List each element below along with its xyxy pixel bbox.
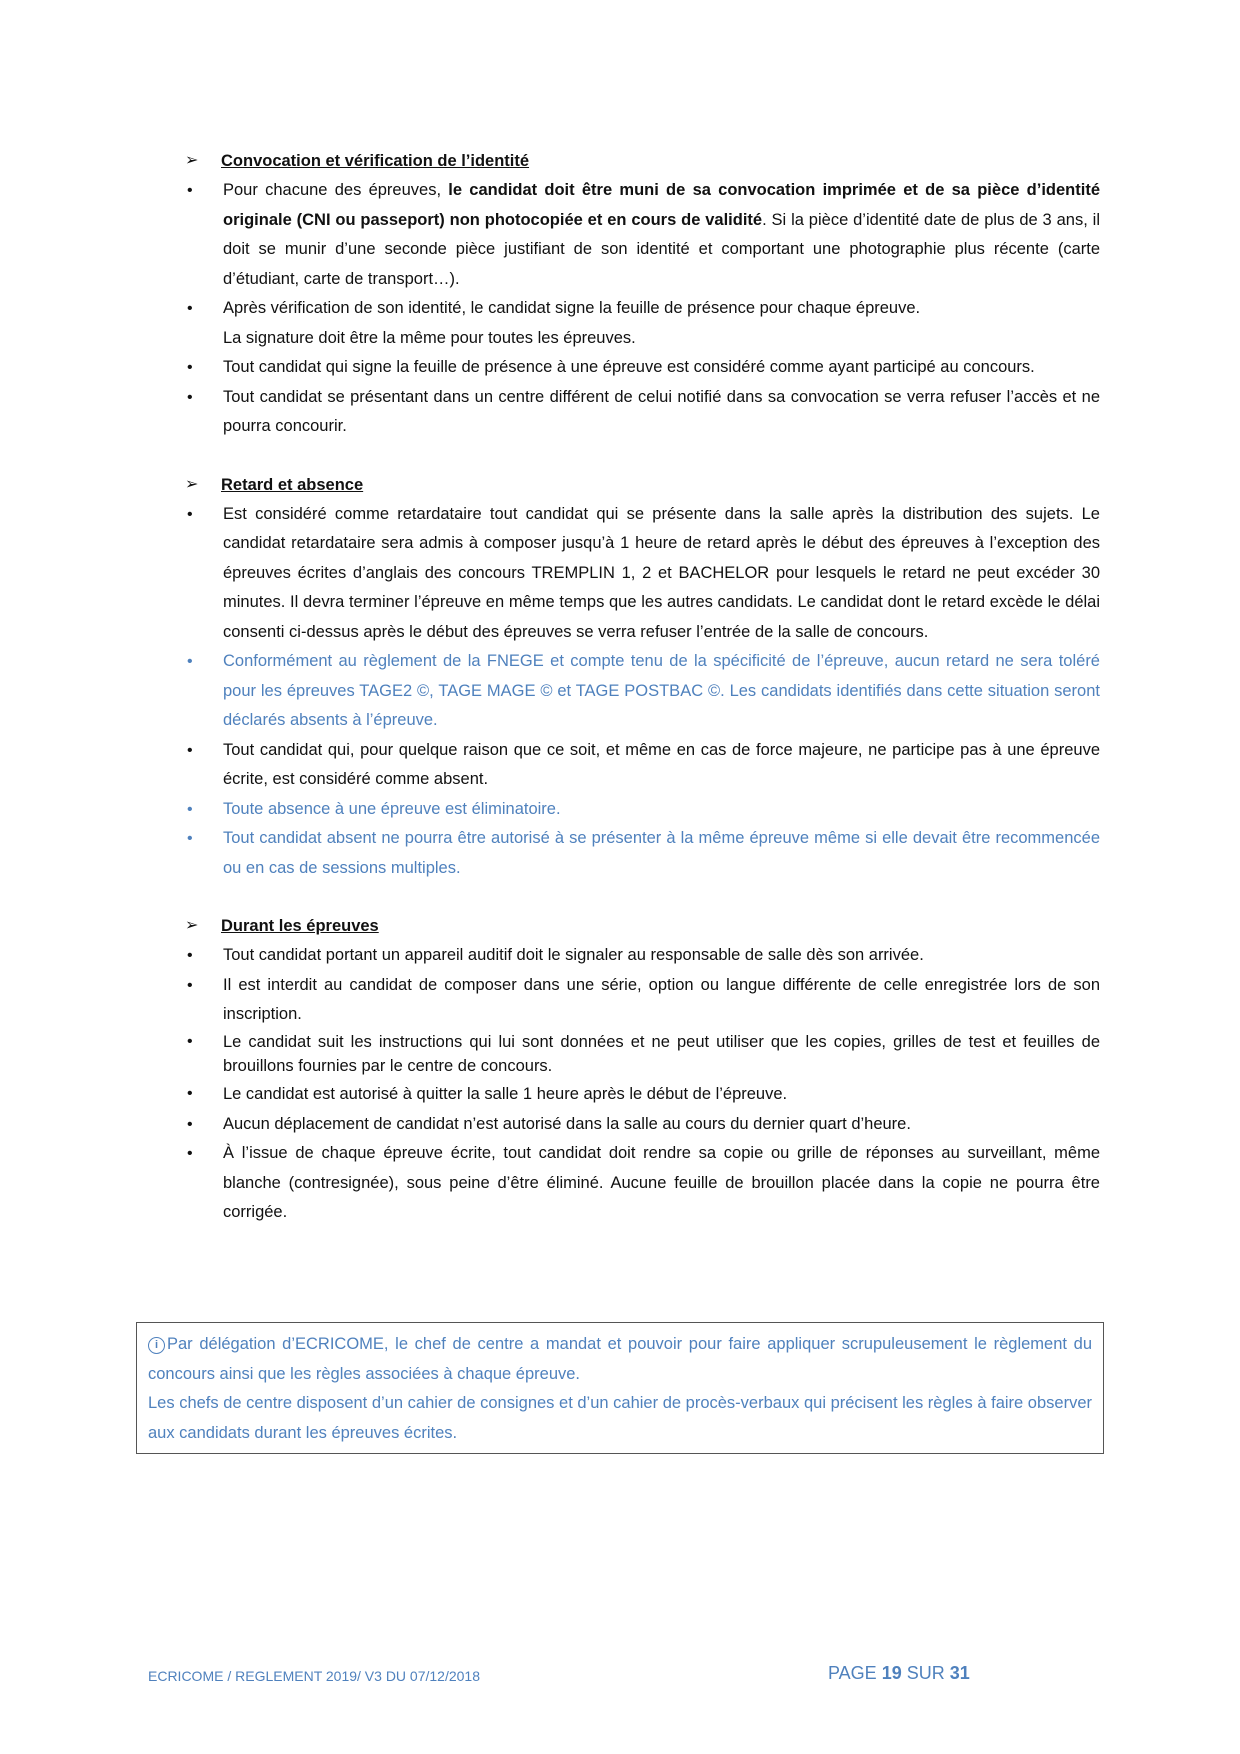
item-text: Le candidat est autorisé à quitter la salle 1 heure après le début de l’épreuve. [223,1084,788,1103]
item-text: Le candidat suit les instructions qui lui sont données et ne peut utiliser que les copies, grilles de test et feuilles de brouillons fournies par le centre de concours. [223,1032,1100,1075]
section-title: Retard et absence [221,475,364,494]
bullet-list [185,941,1100,1228]
item-text: La signature doit être la même pour toutes les épreuves. [223,328,636,347]
section-title: Convocation et vérification de l’identité [221,152,530,170]
bullet-dot-icon: • [187,182,193,199]
section [185,146,1100,442]
section-title: Durant les épreuves [221,917,379,935]
section-heading [185,146,1100,176]
page-total: 31 [949,1663,970,1683]
footer-doc-reference: ECRICOME / REGLEMENT 2019/ V3 DU 07/12/2018 [148,1668,480,1684]
arrow-bullet-icon: ➢ [185,475,199,493]
bullet-dot-icon: • [187,653,193,670]
item-text: Tout candidat qui signe la feuille de présence à une épreuve est considéré comme ayant participé au concours. [223,358,1035,376]
list-item [185,1139,1100,1228]
bullet-dot-icon: • [187,1145,193,1162]
info-line-1: Par délégation d’ECRICOME, le chef de centre a mandat et pouvoir pour faire appliquer scrupuleusement le règlement du concours ainsi que les règles associées à chaque épreuve. [148,1335,1092,1383]
info-box [136,1322,1104,1454]
list-item [185,353,1100,383]
page-label: PAGE [828,1663,877,1683]
item-text: Pour chacune des épreuves, [223,181,449,199]
footer-page-number [828,1663,970,1684]
section-heading [185,911,1100,941]
item-text: Après vérification de son identité, le candidat signe la feuille de présence pour chaque épreuve. [223,299,921,317]
bullet-dot-icon: • [187,947,193,964]
bullet-dot-icon: • [187,741,193,759]
bullet-dot-icon: • [187,1084,193,1102]
item-text: Il est interdit au candidat de composer dans une série, option ou langue différente de celle enregistrée lors de son inscription. [223,975,1100,1023]
item-text: Tout candidat absent ne pourra être autorisé à se présenter à la même épreuve même si elle devait être recommencée ou en cas de sessions multiples. [223,829,1100,877]
bullet-dot-icon: • [187,388,193,406]
list-item [185,1082,1100,1106]
arrow-bullet-icon: ➢ [185,917,199,934]
list-item [185,971,1100,1030]
item-text: Conformément au règlement de la FNEGE et compte tenu de la spécificité de l’épreuve, aucun retard ne sera toléré pour les épreuves TAGE2 ©, TAGE MAGE © et TAGE POSTBAC ©. Les candidats identifiés dans cette situation seront déclarés absents à l’épreuve. [223,652,1100,729]
bullet-dot-icon: • [187,300,193,317]
list-item [185,647,1100,736]
bullet-dot-icon: • [187,1115,193,1133]
bullet-dot-icon: • [187,976,193,994]
document-body [185,146,1100,1256]
item-text: le candidat doit être muni de sa convocation imprimée et de sa pièce d’identité originale (CNI ou passeport) non photocopiée et en cours de validité [223,181,1100,229]
bullet-list [185,176,1100,442]
list-item [185,795,1100,825]
bullet-dot-icon: • [187,359,193,376]
list-item [185,500,1100,648]
arrow-bullet-icon: ➢ [185,152,199,169]
list-item [185,824,1100,883]
section [185,911,1100,1228]
item-text: Tout candidat portant un appareil auditif doit le signaler au responsable de salle dès son arrivée. [223,946,924,964]
info-line-2: Les chefs de centre disposent d’un cahier de consignes et d’un cahier de procès-verbaux qui précisent les règles à faire observer aux candidats durant les épreuves écrites. [148,1394,1092,1442]
list-item [185,1110,1100,1140]
list-item [185,941,1100,971]
list-item [185,1030,1100,1078]
info-circle-icon: i [148,1337,165,1354]
item-text: Est considéré comme retardataire tout candidat qui se présente dans la salle après la distribution des sujets. Le candidat retardataire sera admis à composer jusqu’à 1 heure de retard après le début des épreuves à l’exception des épreuves écrites d’anglais des concours TREMPLIN 1, 2 et BACHELOR pour lesquels le retard ne peut excéder 30 minutes. Il devra terminer l’épreuve en même temps que les autres candidats. Le candidat dont le retard excède le délai consenti ci-dessus après le début des épreuves se verra refuser l’entrée de la salle de concours. [223,504,1100,641]
bullet-dot-icon: • [187,830,193,847]
bullet-dot-icon: • [187,800,193,818]
item-text: . Si la pièce d’identité date de plus de 3 ans, il doit se munir d’une seconde pièce justifiant de son identité et comportant une photographie plus récente (carte d’étudiant, carte de transport…). [223,210,1100,288]
list-item [185,383,1100,442]
item-text: Tout candidat qui, pour quelque raison que ce soit, et même en cas de force majeure, ne participe pas à une épreuve écrite, est considéré comme absent. [223,740,1100,788]
section-heading [185,470,1100,500]
bullet-dot-icon: • [187,505,193,523]
item-text: À l’issue de chaque épreuve écrite, tout candidat doit rendre sa copie ou grille de réponses au surveillant, même blanche (contresignée), sous peine d’être éliminé. Aucune feuille de brouillon placée dans la copie ne pourra être corrigée. [223,1144,1100,1221]
list-item [185,294,1100,353]
item-text: Toute absence à une épreuve est éliminatoire. [223,799,561,818]
item-text: Aucun déplacement de candidat n’est autorisé dans la salle au cours du dernier quart d’heure. [223,1114,911,1133]
section [185,470,1100,884]
page-current: 19 [881,1663,902,1683]
bullet-list [185,500,1100,884]
list-item [185,176,1100,294]
of-label: SUR [906,1663,945,1683]
list-item [185,736,1100,795]
item-text: Tout candidat se présentant dans un centre différent de celui notifié dans sa convocation se verra refuser l’accès et ne pourra concourir. [223,387,1100,435]
bullet-dot-icon: • [187,1032,193,1050]
